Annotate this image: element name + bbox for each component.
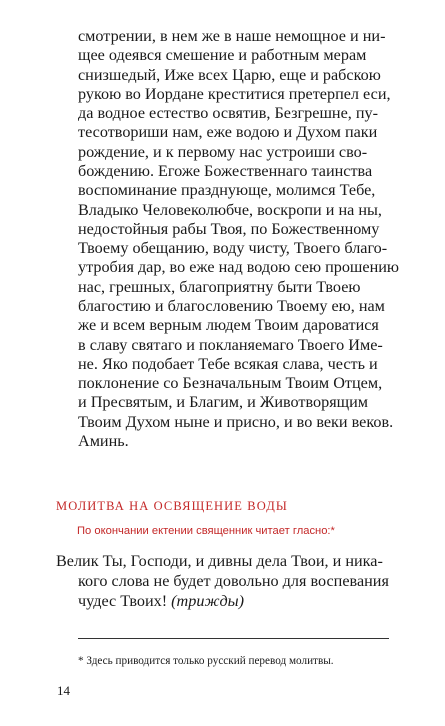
prayer-line: утробия дар, во еже над водою сею прошению <box>78 258 399 277</box>
repetition-note: (трижды) <box>171 592 245 610</box>
prayer-line: недостойныя рабы Твоя, по Божественному <box>78 219 380 238</box>
prayer-line: рождение, и к первому нас устроиши сво- <box>78 142 368 161</box>
prayer-line: снизшедый, Иже всех Царю, еще и рабскою <box>78 65 381 84</box>
prayer-line: бождению. Егоже Божественнаго таинства <box>78 161 373 180</box>
prayer-line: рукою во Иордане креститися претерпел еси, <box>78 84 391 103</box>
prayer-line: кого слова не будет довольно для воспевания <box>78 572 389 590</box>
prayer-line: воспоминание празднующе, молимся Тебе, <box>78 181 376 200</box>
prayer-line-text: чудес Твоих! <box>78 592 168 610</box>
prayer-line: Аминь. <box>78 431 129 450</box>
prayer-line: тесотвориши нам, еже водою и Духом паки <box>78 123 378 142</box>
prayer-line: Твоему обещанию, воду чисту, Твоего благо- <box>78 239 388 258</box>
prayer-line: не. Яко подобает Тебе всякая слава, честь и <box>78 354 378 373</box>
section-heading: МОЛИТВА НА ОСВЯЩЕНИЕ ВОДЫ <box>56 499 288 513</box>
blessing-prayer-text <box>56 551 396 611</box>
prayer-line: щее одеявся смешение и работным мерам <box>78 46 367 65</box>
footnote-divider <box>78 638 389 639</box>
prayer-line <box>56 591 396 611</box>
prayer-line: смотрении, в нем же в наше немощное и ни- <box>78 27 386 45</box>
prayer-line: Твоим Духом ныне и присно, и во веки веков. <box>78 412 394 431</box>
prayer-line: Велик Ты, Господи, и дивны дела Твои, и ника- <box>56 552 383 570</box>
prayer-line: Владыко Человеколюбче, воскропи и на ны, <box>78 200 382 219</box>
page-number: 14 <box>57 683 70 698</box>
prayer-line: в славу святаго и покланяемаго Твоего Име- <box>78 335 383 354</box>
prayer-line: нас, грешных, благоприятну быти Твоею <box>78 277 361 296</box>
rubric-instruction: По окончании ектении священник читает гласно:* <box>77 525 335 537</box>
prayer-line: да водное естество освятив, Безгрешне, пу- <box>78 104 378 123</box>
main-prayer-text <box>78 27 400 451</box>
prayer-line: и Пресвятым, и Благим, и Животворящим <box>78 393 369 412</box>
prayer-line: благостию и благословению Твоему ею, нам <box>78 296 385 315</box>
prayer-line: же и всем верным людем Твоим дароватися <box>78 316 379 335</box>
footnote: * Здесь приводится только русский перевод молитвы. <box>78 655 334 667</box>
prayer-line: поклонение со Безначальным Твоим Отцем, <box>78 374 383 393</box>
